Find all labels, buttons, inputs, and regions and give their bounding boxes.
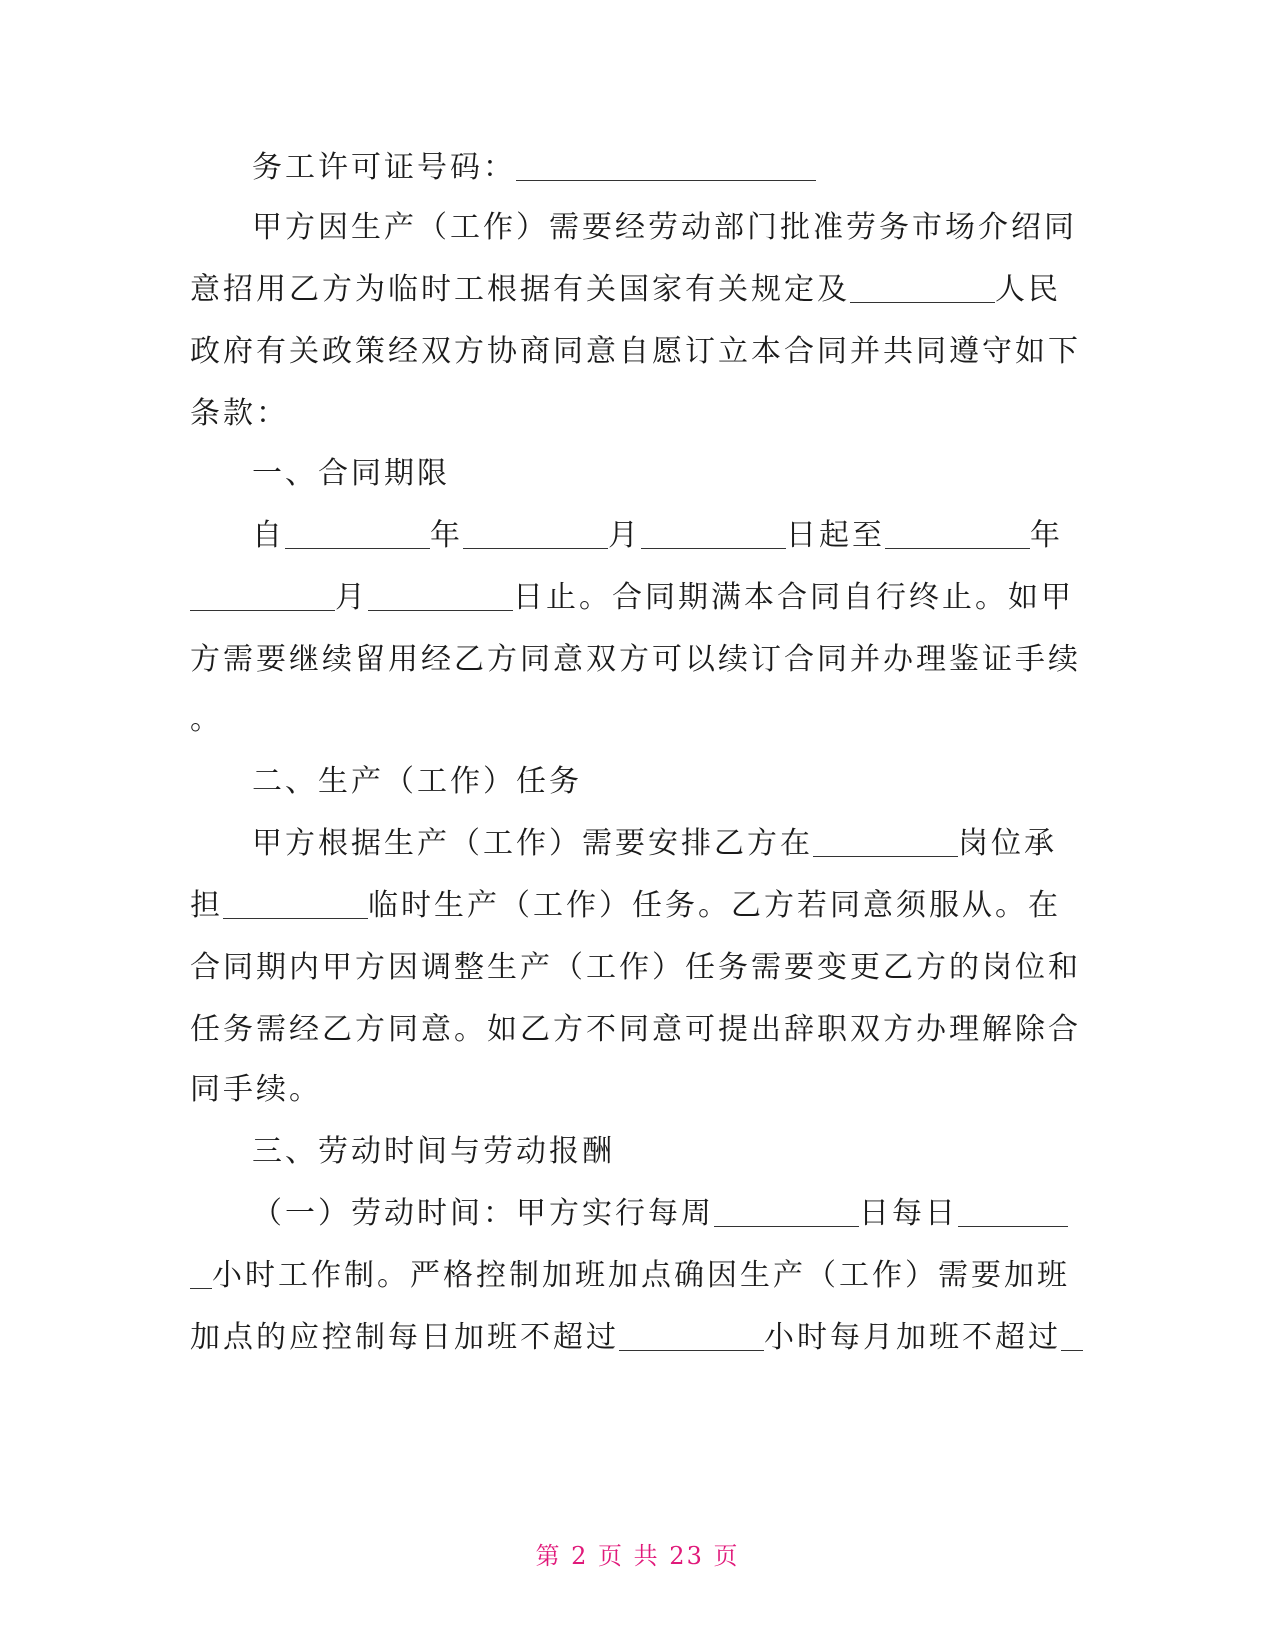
text-segment: 三、劳动时间与劳动报酬 [252,1134,615,1169]
text-segment: 条款： [190,396,289,431]
blank-field [516,152,816,181]
text-segment: 日止。合同期满本合同自行终止。如甲 [513,580,1074,615]
doc-line [190,394,1090,434]
text-segment: 政府有关政策经双方协商同意自愿订立本合同并共同遵守如下 [190,334,1081,369]
doc-line [190,1070,1090,1110]
doc-line [190,1318,1090,1358]
doc-line [190,270,1090,310]
doc-line [190,332,1090,372]
section-heading [252,454,1152,494]
blank-field [619,1322,764,1351]
text-segment: 甲方因生产（工作）需要经劳动部门批准劳务市场介绍同 [252,210,1077,245]
doc-line [190,886,1090,926]
section-heading [252,1132,1152,1172]
blank-field [714,1198,859,1227]
text-segment: 二、生产（工作）任务 [252,764,582,799]
text-segment: 日每日 [859,1196,958,1231]
blank-field [368,582,513,611]
text-segment: 月 [335,580,368,615]
doc-line [190,700,1090,740]
blank-field [190,582,335,611]
blank-field [463,520,608,549]
text-segment: 方需要继续留用经乙方同意双方可以续订合同并办理鉴证手续 [190,642,1081,677]
blank-field [223,890,368,919]
blank-field [1061,1322,1083,1351]
doc-line [190,1010,1090,1050]
blank-field [190,1260,212,1289]
text-segment: 岗位承 [958,826,1057,861]
text-segment: 小时每月加班不超过 [764,1320,1061,1355]
text-segment: 务工许可证号码： [252,150,516,185]
doc-line [252,824,1152,864]
blank-field [885,520,1030,549]
text-segment: 任务需经乙方同意。如乙方不同意可提出辞职双方办理解除合 [190,1012,1081,1047]
doc-line [252,1194,1152,1234]
blank-field [641,520,786,549]
blank-field [285,520,430,549]
text-segment: 临时生产（工作）任务。乙方若同意须服从。在 [368,888,1061,923]
doc-line [190,640,1090,680]
text-segment: 同手续。 [190,1072,322,1107]
text-segment: 月 [608,518,641,553]
section-heading [252,762,1152,802]
text-segment: 担 [190,888,223,923]
page-number-footer: 第 2 页 共 23 页 [535,1542,740,1570]
text-segment: 小时工作制。严格控制加班加点确因生产（工作）需要加班 [212,1258,1070,1293]
text-segment: （一）劳动时间：甲方实行每周 [252,1196,714,1231]
text-segment: 。 [190,702,223,737]
text-segment: 自 [252,518,285,553]
text-segment: 甲方根据生产（工作）需要安排乙方在 [252,826,813,861]
text-segment: 年 [1030,518,1063,553]
doc-line [190,578,1090,618]
text-segment: 人民 [995,272,1061,307]
text-segment: 加点的应控制每日加班不超过 [190,1320,619,1355]
blank-field [958,1198,1068,1227]
doc-line [252,148,1152,188]
doc-line [252,208,1152,248]
doc-line [190,948,1090,988]
doc-line [252,516,1152,556]
text-segment: 年 [430,518,463,553]
text-segment: 意招用乙方为临时工根据有关国家有关规定及 [190,272,850,307]
text-segment: 日起至 [786,518,885,553]
doc-line [190,1256,1090,1296]
text-segment: 一、合同期限 [252,456,450,491]
blank-field [850,274,995,303]
blank-field [813,828,958,857]
text-segment: 合同期内甲方因调整生产（工作）任务需要变更乙方的岗位和 [190,950,1081,985]
